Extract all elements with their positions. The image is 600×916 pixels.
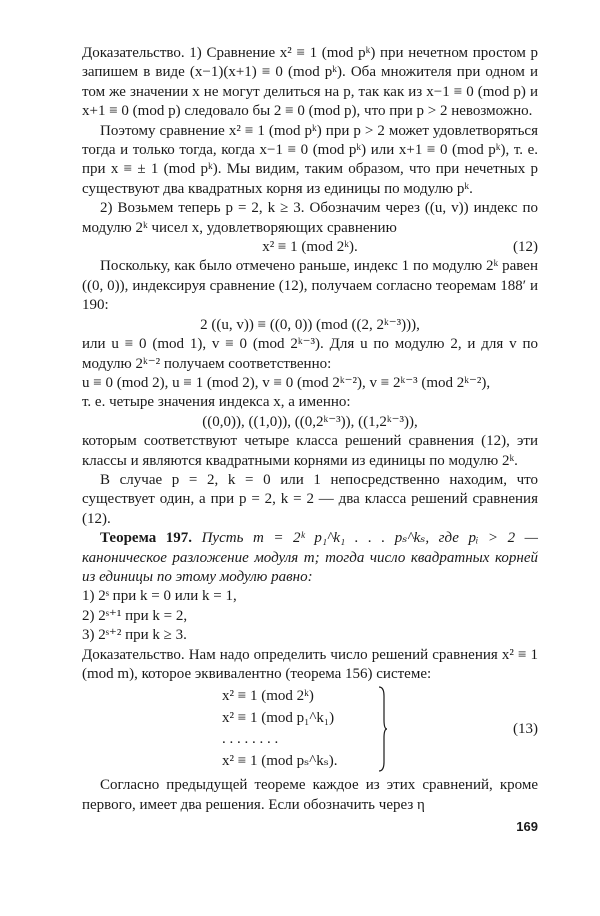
paragraph-7: которым соответствуют четыре класса решений сравнения (12), эти классы и являются квадратными корнями из единицы по модулю 2ᵏ.: [82, 433, 538, 469]
equation-index: 2 ((u, v)) ≡ ((0, 0)) (mod ((2, 2ᵏ⁻³))),: [200, 316, 420, 333]
proof-paragraph-2: Доказательство. Нам надо определить число решений сравнения x² ≡ 1 (mod m), которое эквивалентно (теорема 156) системе:: [82, 646, 538, 682]
equation-12: x² ≡ 1 (mod 2ᵏ).: [262, 239, 358, 256]
equation-12-row: [82, 238, 538, 257]
paragraph-3: 2) Возьмем теперь p = 2, k ≥ 3. Обозначим через ((u, v)) индекс по модулю 2ᵏ чисел x, удовлетворяющих сравнению: [82, 200, 538, 236]
system-line-2: x² ≡ 1 (mod p₁^k₁): [222, 709, 335, 726]
page-number: 169: [516, 819, 538, 834]
system-number: (13): [513, 721, 538, 738]
equation-four-indices: ((0,0)), ((1,0)), ((0,2ᵏ⁻³)), ((1,2ᵏ⁻³)),: [202, 413, 418, 430]
system-line-3: . . . . . . . .: [222, 731, 279, 748]
paragraph-8: В случае p = 2, k = 0 или 1 непосредственно находим, что существует один, а при p = 2, k = 2 — два класса решений сравнения (12).: [82, 471, 538, 527]
paragraph-2: Поэтому сравнение x² ≡ 1 (mod pᵏ) при p > 2 может удовлетворяться тогда и только тогда, когда x−1 ≡ 0 (mod pᵏ) или x+1 ≡ 0 (mod pᵏ), т. е. при x ≡ ± 1 (mod pᵏ). Мы видим, таким образом, что при нечетных p существуют два квадратных корня из единицы по модулю pᵏ.: [82, 122, 538, 197]
system-line-1: x² ≡ 1 (mod 2ᵏ): [222, 688, 314, 705]
theorem-item-3: 3) 2ˢ⁺² при k ≥ 3.: [82, 627, 187, 644]
theorem-body: Пусть m = 2ᵏ p₁^k₁ . . . pₛ^kₛ, где pᵢ > 2 — каноническое разложение модуля m; тогда число квадратных корней из единицы по этому модулю равно:: [82, 530, 538, 585]
right-brace-icon: [378, 686, 388, 772]
theorem-label: Теорема 197.: [100, 530, 193, 547]
theorem-item-1: 1) 2ˢ при k = 0 или k = 1,: [82, 588, 237, 605]
equation-uv: u ≡ 0 (mod 2), u ≡ 1 (mod 2), v ≡ 0 (mod 2ᵏ⁻²), v ≡ 2ᵏ⁻³ (mod 2ᵏ⁻²),: [82, 374, 491, 391]
theorem-item-2: 2) 2ˢ⁺¹ при k = 2,: [82, 607, 188, 624]
paragraph-final: Согласно предыдущей теореме каждое из этих сравнений, кроме первого, имеет два решения. Если обозначить через η: [82, 777, 538, 813]
equation-12-number: (12): [513, 239, 538, 256]
theorem-197: [82, 529, 538, 587]
proof-paragraph-1: Доказательство. 1) Сравнение x² ≡ 1 (mod pᵏ) при нечетном простом p запишем в виде (x−1)(x+1) ≡ 0 (mod pᵏ). Оба множителя при одном и том же значении x не могут делиться на p, так как из x−1 ≡ 0 (mod p) и x+1 ≡ 0 (mod p) следовало бы 2 ≡ 0 (mod p), что при p > 2 невозможно.: [82, 45, 538, 120]
system-line-4: x² ≡ 1 (mod pₛ^kₛ).: [222, 752, 338, 769]
paragraph-5: или u ≡ 0 (mod 1), v ≡ 0 (mod 2ᵏ⁻³). Для u по модулю 2, и для v по модулю 2ᵏ⁻² получаем соответственно:: [82, 336, 538, 372]
paragraph-6: т. е. четыре значения индекса x, а именно:: [82, 394, 351, 411]
paragraph-4: Поскольку, как было отмечено раньше, индекс 1 по модулю 2ᵏ равен ((0, 0)), индексируя сравнение (12), получаем согласно теоремам 188′ и 190:: [82, 258, 538, 314]
system-lines: [222, 686, 338, 772]
congruence-system: [82, 686, 538, 772]
